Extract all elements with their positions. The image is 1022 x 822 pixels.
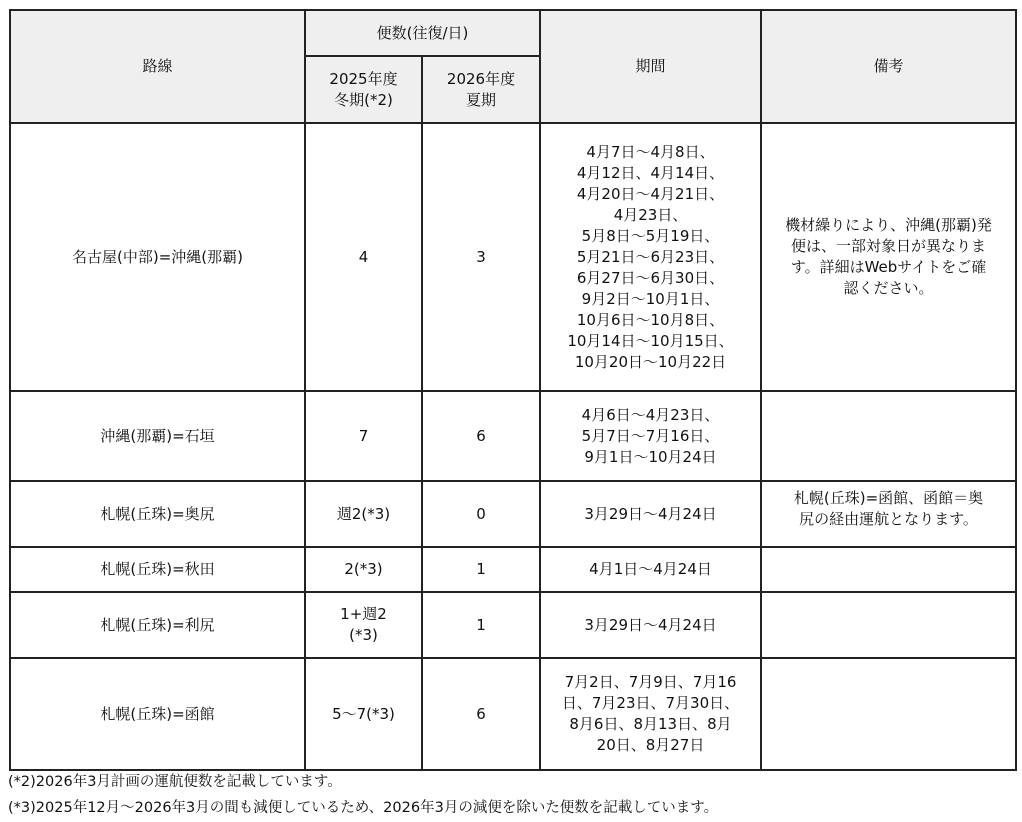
winter-cell: 1+週2 (*3) [305, 592, 422, 658]
remarks-cell [761, 547, 1016, 592]
remarks-cell: 機材繰りにより、沖縄(那覇)発 便は、一部対象日が異なりま す。詳細はWebサイトをご確 認ください。 [761, 123, 1016, 391]
header-period: 期間 [540, 10, 761, 123]
period-cell: 3月29日～4月24日 [540, 592, 761, 658]
flight-schedule-table [9, 9, 1017, 771]
route-cell: 札幌(丘珠)=秋田 [10, 547, 305, 592]
remarks-cell: 札幌(丘珠)=函館、函館＝奥 尻の経由運航となります。 [761, 481, 1016, 547]
table-row [10, 123, 1016, 391]
table-row [10, 658, 1016, 770]
period-cell: 7月2日、7月9日、7月16 日、7月23日、7月30日、 8月6日、8月13日、8月 20日、8月27日 [540, 658, 761, 770]
route-cell: 札幌(丘珠)=奥尻 [10, 481, 305, 547]
header-winter: 2025年度 冬期(*2) [305, 56, 422, 123]
summer-cell: 1 [422, 592, 540, 658]
winter-cell: 2(*3) [305, 547, 422, 592]
route-cell: 札幌(丘珠)=函館 [10, 658, 305, 770]
route-cell: 沖縄(那覇)=石垣 [10, 391, 305, 481]
summer-cell: 0 [422, 481, 540, 547]
route-cell: 名古屋(中部)=沖縄(那覇) [10, 123, 305, 391]
winter-cell: 5～7(*3) [305, 658, 422, 770]
remarks-cell [761, 658, 1016, 770]
summer-cell: 6 [422, 658, 540, 770]
period-cell: 4月6日～4月23日、 5月7日～7月16日、 9月1日～10月24日 [540, 391, 761, 481]
table-row [10, 592, 1016, 658]
summer-cell: 6 [422, 391, 540, 481]
winter-cell: 4 [305, 123, 422, 391]
table-row [10, 481, 1016, 547]
period-cell: 3月29日～4月24日 [540, 481, 761, 547]
summer-cell: 3 [422, 123, 540, 391]
period-cell: 4月7日～4月8日、 4月12日、4月14日、 4月20日～4月21日、 4月23日、 5月8日～5月19日、 5月21日～6月23日、 6月27日～6月30日、 9月2日～10月1日、 10月6日～10月8日、 10月14日～10月15日、 10月20日～10月22日 [540, 123, 761, 391]
footnote-3: (*3)2025年12月～2026年3月の間も減便しているため、2026年3月の減便を除いた便数を記載しています。 [8, 800, 719, 816]
table-row [10, 391, 1016, 481]
remarks-cell [761, 391, 1016, 481]
summer-cell: 1 [422, 547, 540, 592]
winter-cell: 週2(*3) [305, 481, 422, 547]
header-remarks: 備考 [761, 10, 1016, 123]
period-cell: 4月1日～4月24日 [540, 547, 761, 592]
header-route: 路線 [10, 10, 305, 123]
header-summer: 2026年度 夏期 [422, 56, 540, 123]
table-row [10, 547, 1016, 592]
remarks-cell [761, 592, 1016, 658]
route-cell: 札幌(丘珠)=利尻 [10, 592, 305, 658]
footnote-2: (*2)2026年3月計画の運航便数を記載しています。 [8, 774, 342, 790]
winter-cell: 7 [305, 391, 422, 481]
header-flights: 便数(往復/日) [305, 10, 540, 56]
